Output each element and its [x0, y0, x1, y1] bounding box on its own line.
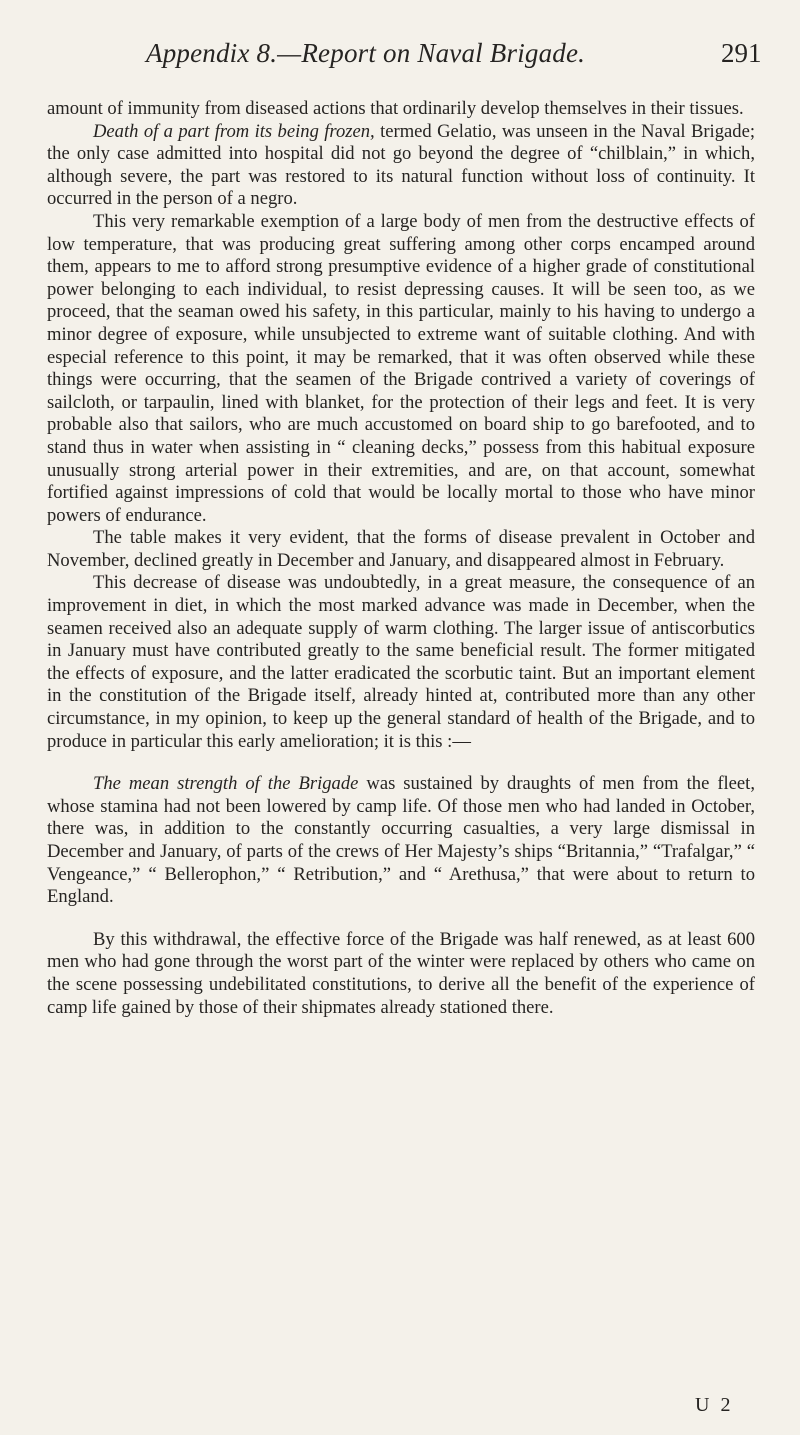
- paragraph-2-lead: Death of a part from its being frozen,: [93, 120, 375, 142]
- paragraph-6-text: was sustained by draughts of men from the fleet, whose stamina had not been lowered by camp life. Of those men who had landed in October, there was, in addition to the constantly occurring casualties, a very large dismissal in December and January, of parts of the crews of Her Majesty’s ships “Britannia,” “Trafalgar,” “ Vengeance,” “ Bellerophon,” “ Retribution,” and “ Arethusa,” that were about to return to England.: [47, 773, 755, 908]
- paragraph-2: [47, 121, 755, 211]
- paragraph-2-text: termed Gelatio, was unseen in the Naval Brigade; the only case admitted into hospital did not go beyond the degree of “chilblain,” in which, although severe, the part was restored to its natural function without loss of continuity. It occurred in the person of a negro.: [47, 120, 755, 210]
- paragraph-5-text: This decrease of disease was undoubtedly, in a great measure, the consequence of an improvement in diet, in which the most marked advance was made in December, when the seamen received also an adequate supply of warm clothing. The larger issue of antiscorbutics in January must have contributed greatly to the same beneficial result. The former mitigated the effects of exposure, and the latter eradicated the scorbutic taint. But an important element in the constitution of the Brigade itself, already hinted at, contributed more than any other circumstance, in my opinion, to keep up the general standard of health of the Brigade, and to produce in particular this early amelioration; it is this :—: [47, 572, 755, 752]
- signature-mark: U 2: [695, 1394, 734, 1416]
- running-title: Appendix 8.—Report on Naval Brigade.: [146, 38, 586, 68]
- paragraph-3: [47, 211, 755, 527]
- paragraph-5: [47, 572, 755, 753]
- paragraph-7: [47, 929, 755, 1019]
- page-number: 291: [721, 38, 762, 68]
- page-header: [0, 38, 800, 72]
- paragraph-4-text: The table makes it very evident, that the forms of disease prevalent in October and November, declined greatly in December and January, and disappeared almost in February.: [47, 527, 755, 571]
- paragraph-1: [47, 98, 755, 121]
- paragraph-4: [47, 527, 755, 572]
- body-text: [47, 98, 755, 1019]
- paragraph-6: [47, 773, 755, 909]
- paragraph-7-text: By this withdrawal, the effective force of the Brigade was half renewed, as at least 600 men who had gone through the worst part of the winter were replaced by others who came on the scene possessing undebilitated constitutions, to derive all the benefit of the experience of camp life gained by those of their shipmates already stationed there.: [47, 928, 755, 1018]
- paragraph-1-text: amount of immunity from diseased actions that ordinarily develop themselves in their tissues.: [47, 98, 744, 119]
- paragraph-3-text: This very remarkable exemption of a large body of men from the destructive effects of low temperature, that was producing great suffering among other corps encamped around them, appears to me to afford strong presumptive evidence of a higher grade of constitutional power belonging to each individual, to resist depressing causes. It will be seen too, as we proceed, that the seaman owed his safety, in this particular, mainly to his having to undergo a minor degree of exposure, while unsubjected to extreme want of suitable clothing. And with especial reference to this point, it may be remarked, that it was often observed while these things were occurring, that the seamen of the Brigade contrived a variety of coverings of sailcloth, or tarpaulin, lined with blanket, for the protection of their legs and feet. It is very probable also that sailors, who are much accustomed on board ship to go barefooted, and to stand thus in water when assisting in “ cleaning decks,” possess from this habitual exposure unusually strong arterial power in their extremities, and are, on that account, somewhat fortified against impressions of cold that would be locally mortal to those who have minor powers of endurance.: [47, 210, 755, 526]
- paragraph-6-lead: The mean strength of the Brigade: [93, 773, 359, 795]
